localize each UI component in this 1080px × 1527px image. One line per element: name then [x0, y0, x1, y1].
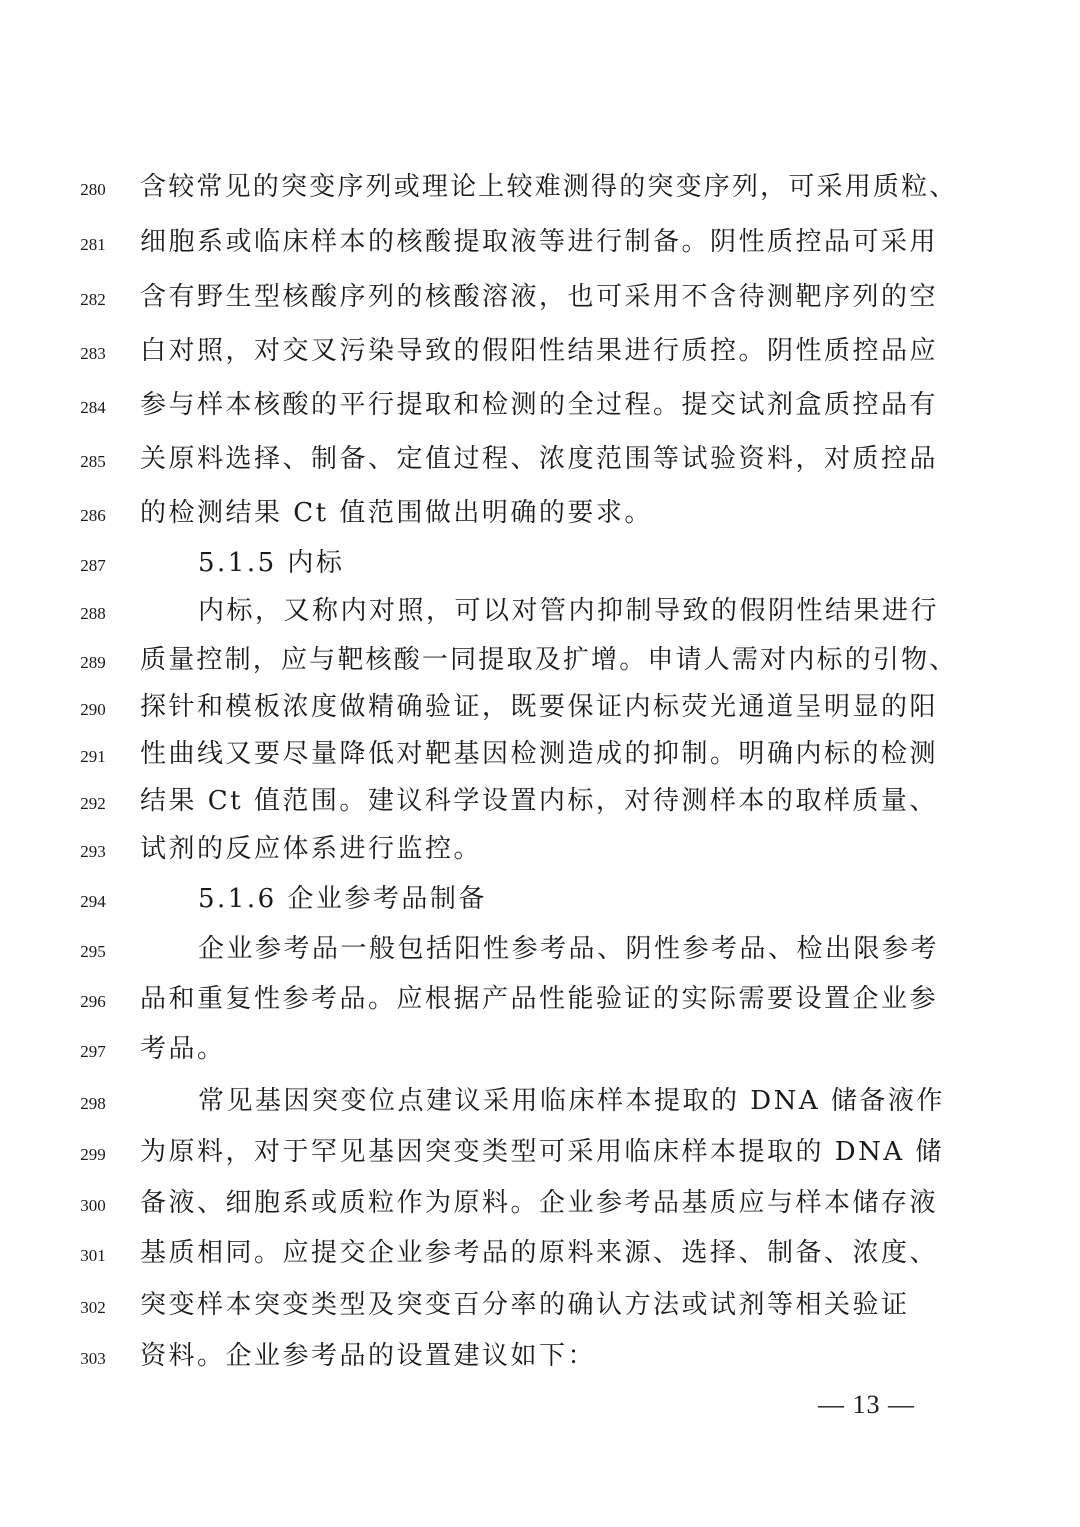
text-line	[0, 1288, 1080, 1328]
text-line	[0, 1032, 1080, 1072]
text-line	[0, 982, 1080, 1022]
line-text: 为原料，对于罕见基因突变类型可采用临床样本提取的 DNA 储	[140, 1137, 944, 1167]
text-line	[0, 170, 1080, 210]
line-number: 287	[80, 556, 106, 575]
line-text: 备液、细胞系或质粒作为原料。企业参考品基质应与样本储存液	[140, 1188, 939, 1218]
line-text: 探针和模板浓度做精确验证，既要保证内标荧光通道呈明显的阳	[140, 692, 939, 722]
line-number: 297	[80, 1042, 106, 1061]
line-number: 286	[80, 506, 106, 525]
text-line	[0, 1135, 1080, 1175]
text-line	[0, 932, 1080, 972]
line-number: 290	[80, 700, 106, 719]
line-text: 白对照，对交叉污染导致的假阳性结果进行质控。阴性质控品应	[140, 336, 939, 366]
line-number: 301	[80, 1246, 106, 1265]
text-line	[0, 546, 1080, 586]
line-text: 5.1.6 企业参考品制备	[198, 884, 487, 914]
text-line	[0, 784, 1080, 824]
line-text: 考品。	[140, 1034, 226, 1064]
line-number: 303	[80, 1349, 106, 1368]
line-number: 298	[80, 1094, 106, 1113]
line-number: 291	[80, 747, 106, 766]
text-line	[0, 832, 1080, 872]
line-number: 292	[80, 794, 106, 813]
text-line	[0, 280, 1080, 320]
line-number: 285	[80, 452, 106, 471]
line-text: 常见基因突变位点建议采用临床样本提取的 DNA 储备液作	[198, 1086, 945, 1116]
line-text: 资料。企业参考品的设置建议如下：	[140, 1341, 597, 1371]
line-number: 283	[80, 344, 106, 363]
text-line	[0, 1339, 1080, 1379]
line-number: 302	[80, 1298, 106, 1317]
line-text: 5.1.5 内标	[198, 548, 345, 578]
line-number: 289	[80, 653, 106, 672]
line-text: 品和重复性参考品。应根据产品性能验证的实际需要设置企业参	[140, 984, 939, 1014]
line-number: 281	[80, 235, 106, 254]
line-text: 突变样本突变类型及突变百分率的确认方法或试剂等相关验证	[140, 1290, 910, 1320]
text-line	[0, 388, 1080, 428]
line-number: 293	[80, 842, 106, 861]
line-text: 含有野生型核酸序列的核酸溶液，也可采用不含待测靶序列的空	[140, 282, 939, 312]
line-text: 含较常见的突变序列或理论上较难测得的突变序列，可采用质粒、	[140, 172, 958, 202]
line-text: 关原料选择、制备、定值过程、浓度范围等试验资料，对质控品	[140, 444, 939, 474]
line-text: 质量控制，应与靶核酸一同提取及扩增。申请人需对内标的引物、	[140, 645, 958, 675]
line-text: 细胞系或临床样本的核酸提取液等进行制备。阴性质控品可采用	[140, 227, 939, 257]
line-text: 企业参考品一般包括阳性参考品、阴性参考品、检出限参考	[198, 934, 940, 964]
line-number: 288	[80, 604, 106, 623]
text-line	[0, 225, 1080, 265]
line-number: 299	[80, 1145, 106, 1164]
text-line	[0, 1084, 1080, 1124]
line-number: 280	[80, 180, 106, 199]
line-number: 300	[80, 1196, 106, 1215]
line-text: 试剂的反应体系进行监控。	[140, 834, 483, 864]
text-line	[0, 1236, 1080, 1276]
text-line	[0, 737, 1080, 777]
line-number: 284	[80, 398, 106, 417]
text-line	[0, 882, 1080, 922]
line-number: 295	[80, 942, 106, 961]
line-number: 294	[80, 892, 106, 911]
text-line	[0, 690, 1080, 730]
text-line	[0, 1186, 1080, 1226]
line-number: 282	[80, 290, 106, 309]
line-text: 基质相同。应提交企业参考品的原料来源、选择、制备、浓度、	[140, 1238, 939, 1268]
line-text: 性曲线又要尽量降低对靶基因检测造成的抑制。明确内标的检测	[140, 739, 939, 769]
line-text: 内标，又称内对照，可以对管内抑制导致的假阴性结果进行	[198, 596, 940, 626]
text-line	[0, 594, 1080, 634]
line-text: 参与样本核酸的平行提取和检测的全过程。提交试剂盒质控品有	[140, 390, 939, 420]
line-text: 结果 Ct 值范围。建议科学设置内标，对待测样本的取样质量、	[140, 786, 938, 816]
text-line	[0, 334, 1080, 374]
text-line	[0, 643, 1080, 683]
page-number: — 13 —	[818, 1390, 915, 1419]
text-line	[0, 496, 1080, 536]
line-number: 296	[80, 992, 106, 1011]
text-line	[0, 442, 1080, 482]
line-text: 的检测结果 Ct 值范围做出明确的要求。	[140, 498, 653, 528]
